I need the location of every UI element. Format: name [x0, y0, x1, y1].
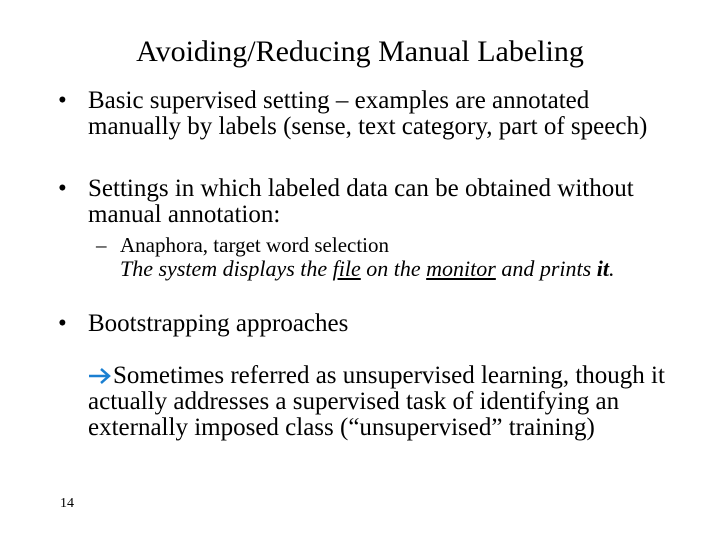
example-sentence — [120, 256, 614, 282]
sub-bullet-dash: – — [96, 233, 107, 257]
example-text: The system displays the — [120, 256, 333, 281]
example-text: . — [608, 256, 615, 281]
bullet-text: Basic supervised setting – examples are annotated manually by labels (sense, text category, part of speech) — [88, 87, 648, 140]
example-text: on the — [360, 256, 427, 281]
example-text: and prints — [495, 256, 597, 281]
bullet-dot: • — [58, 87, 67, 114]
note-text: Sometimes referred as unsupervised learning, though it actually addresses a supervised task of identifying an externally imposed class (“unsupervised” training) — [88, 362, 665, 441]
bullet-text: Settings in which labeled data can be obtained without manual annotation: — [88, 175, 634, 228]
page-number: 14 — [60, 496, 74, 511]
note-paragraph — [88, 363, 688, 441]
slide-title: Avoiding/Reducing Manual Labeling — [136, 35, 584, 68]
sub-bullet-text: Anaphora, target word selection — [120, 233, 390, 257]
bullet-dot: • — [58, 310, 67, 337]
bullet-dot: • — [58, 175, 67, 202]
example-underlined-word: monitor — [426, 256, 496, 281]
bullet-text: Bootstrapping approaches — [88, 310, 349, 337]
example-bold-word: it — [596, 256, 609, 281]
right-arrow-icon — [88, 363, 112, 389]
example-underlined-word: file — [332, 256, 361, 281]
